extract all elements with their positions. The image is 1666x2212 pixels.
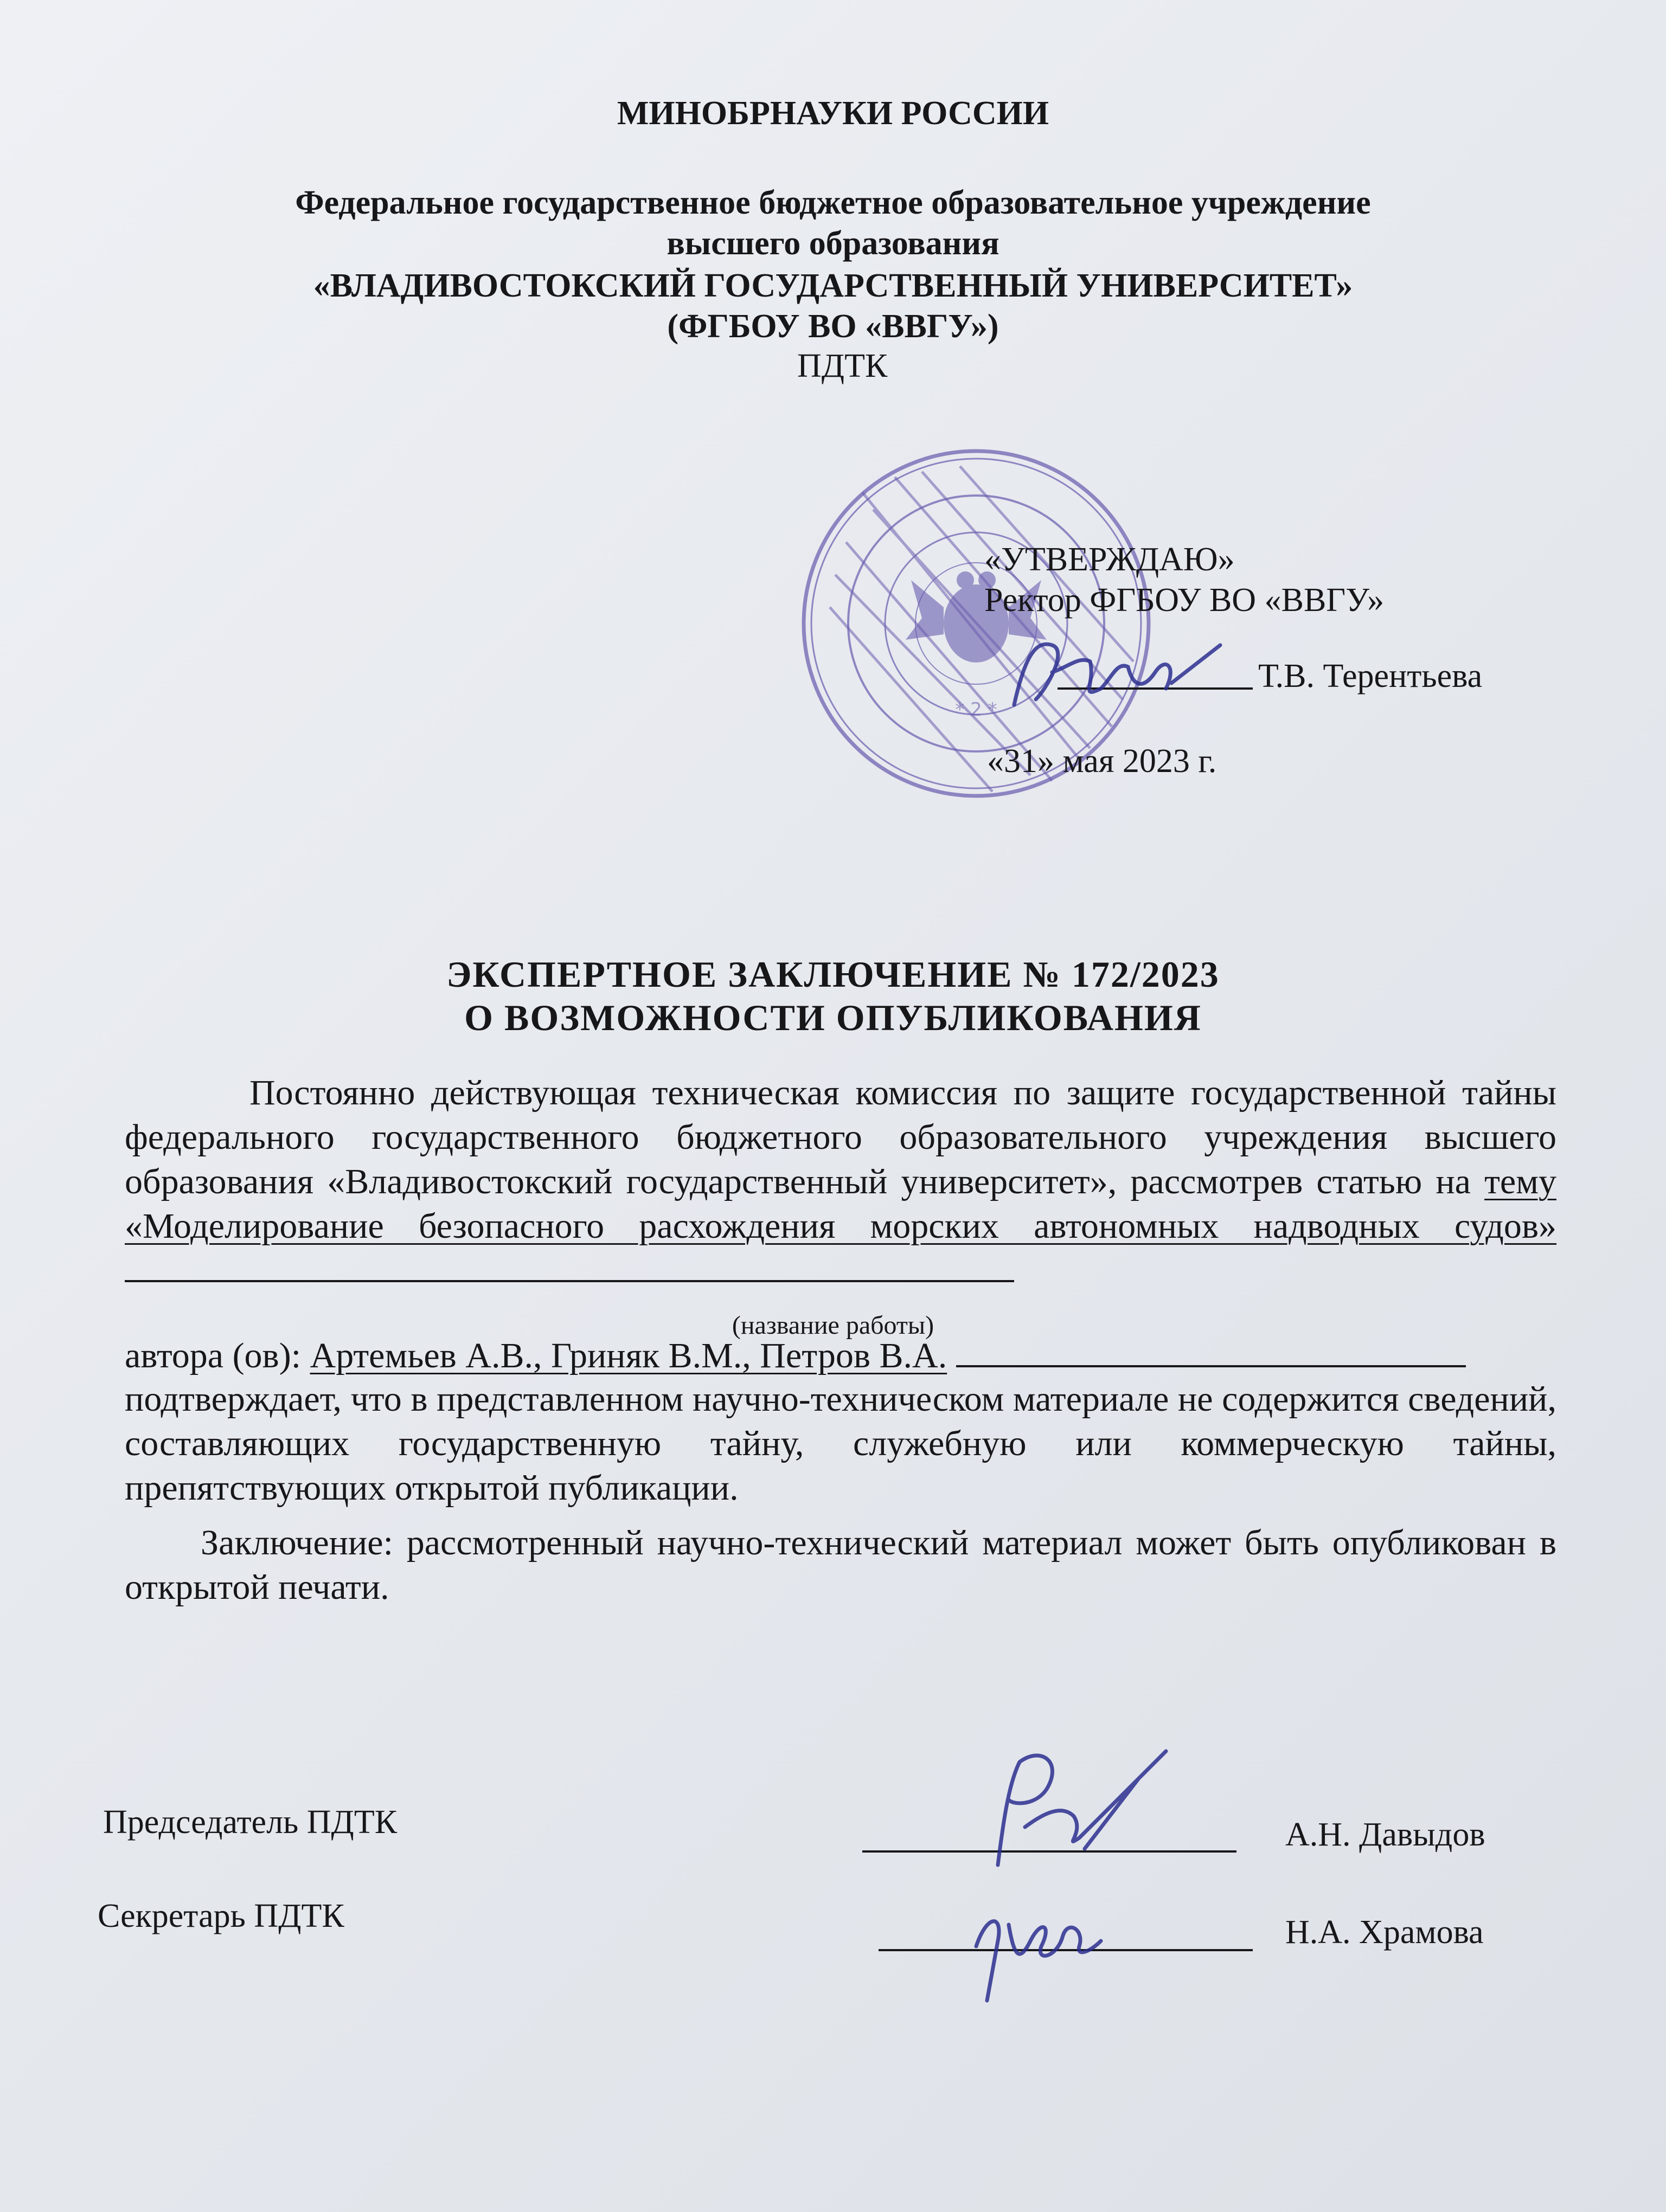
work-title-fill-line xyxy=(125,1275,1014,1282)
approval-date: «31» мая 2023 г. xyxy=(987,743,1217,780)
work-title: тему «Моделирование безопасного расхождения морских автономных надводных судов» xyxy=(125,1162,1556,1246)
commission-abbr: ПДТК xyxy=(797,348,888,384)
svg-text:* 2 *: * 2 * xyxy=(955,699,997,721)
authors-line xyxy=(125,1334,1556,1378)
secretary-signature xyxy=(954,1881,1128,2006)
secretary-role: Секретарь ПДТК xyxy=(98,1898,344,1934)
ministry-heading: МИНОБРНАУКИ РОССИИ xyxy=(617,95,1049,132)
document-title: ЭКСПЕРТНОЕ ЗАКЛЮЧЕНИЕ № 172/2023 xyxy=(446,954,1220,995)
document-subtitle: О ВОЗМОЖНОСТИ ОПУБЛИКОВАНИЯ xyxy=(464,997,1202,1038)
conclusion-paragraph: Заключение: рассмотренный научно-технический материал может быть опубликован в открытой печати. xyxy=(125,1523,1556,1607)
authors-label: автора (ов): xyxy=(125,1336,310,1375)
institution-type: Федеральное государственное бюджетное образовательное учреждение xyxy=(295,184,1371,221)
rector-name: Т.В. Терентьева xyxy=(1258,658,1483,695)
university-name: «ВЛАДИВОСТОКСКИЙ ГОСУДАРСТВЕННЫЙ УНИВЕРСИТЕТ» xyxy=(313,267,1353,304)
authors-value: Артемьев А.В., Гриняк В.М., Петров В.А. xyxy=(310,1336,947,1375)
intro-text: Постоянно действующая техническая комиссия по защите государственной тайны федерального государственного бюджетного образовательного учреждения высшего образования «Владивостокский государственный университет», рассмотрев статью на xyxy=(125,1073,1556,1201)
work-title-caption: (название работы) xyxy=(732,1311,934,1340)
approval-title: «УТВЕРЖДАЮ» xyxy=(984,541,1235,578)
intro-paragraph xyxy=(125,1071,1556,1293)
confirmation-paragraph: подтверждает, что в представленном научно-техническом материале не содержится сведений, составляющих государственную тайну, служебную или коммерческую тайны, препятствующих открытой публикации. xyxy=(125,1379,1556,1508)
chair-signature xyxy=(954,1740,1182,1881)
secretary-name: Н.А. Храмова xyxy=(1285,1914,1484,1951)
rector-signature xyxy=(1003,623,1231,721)
chair-name: А.Н. Давыдов xyxy=(1285,1816,1485,1853)
chair-role: Председатель ПДТК xyxy=(103,1804,398,1841)
authors-fill-line xyxy=(956,1360,1466,1367)
education-level: высшего образования xyxy=(667,225,999,262)
approval-role: Ректор ФГБОУ ВО «ВВГУ» xyxy=(984,582,1385,619)
university-abbr: (ФГБОУ ВО «ВВГУ») xyxy=(667,308,999,345)
